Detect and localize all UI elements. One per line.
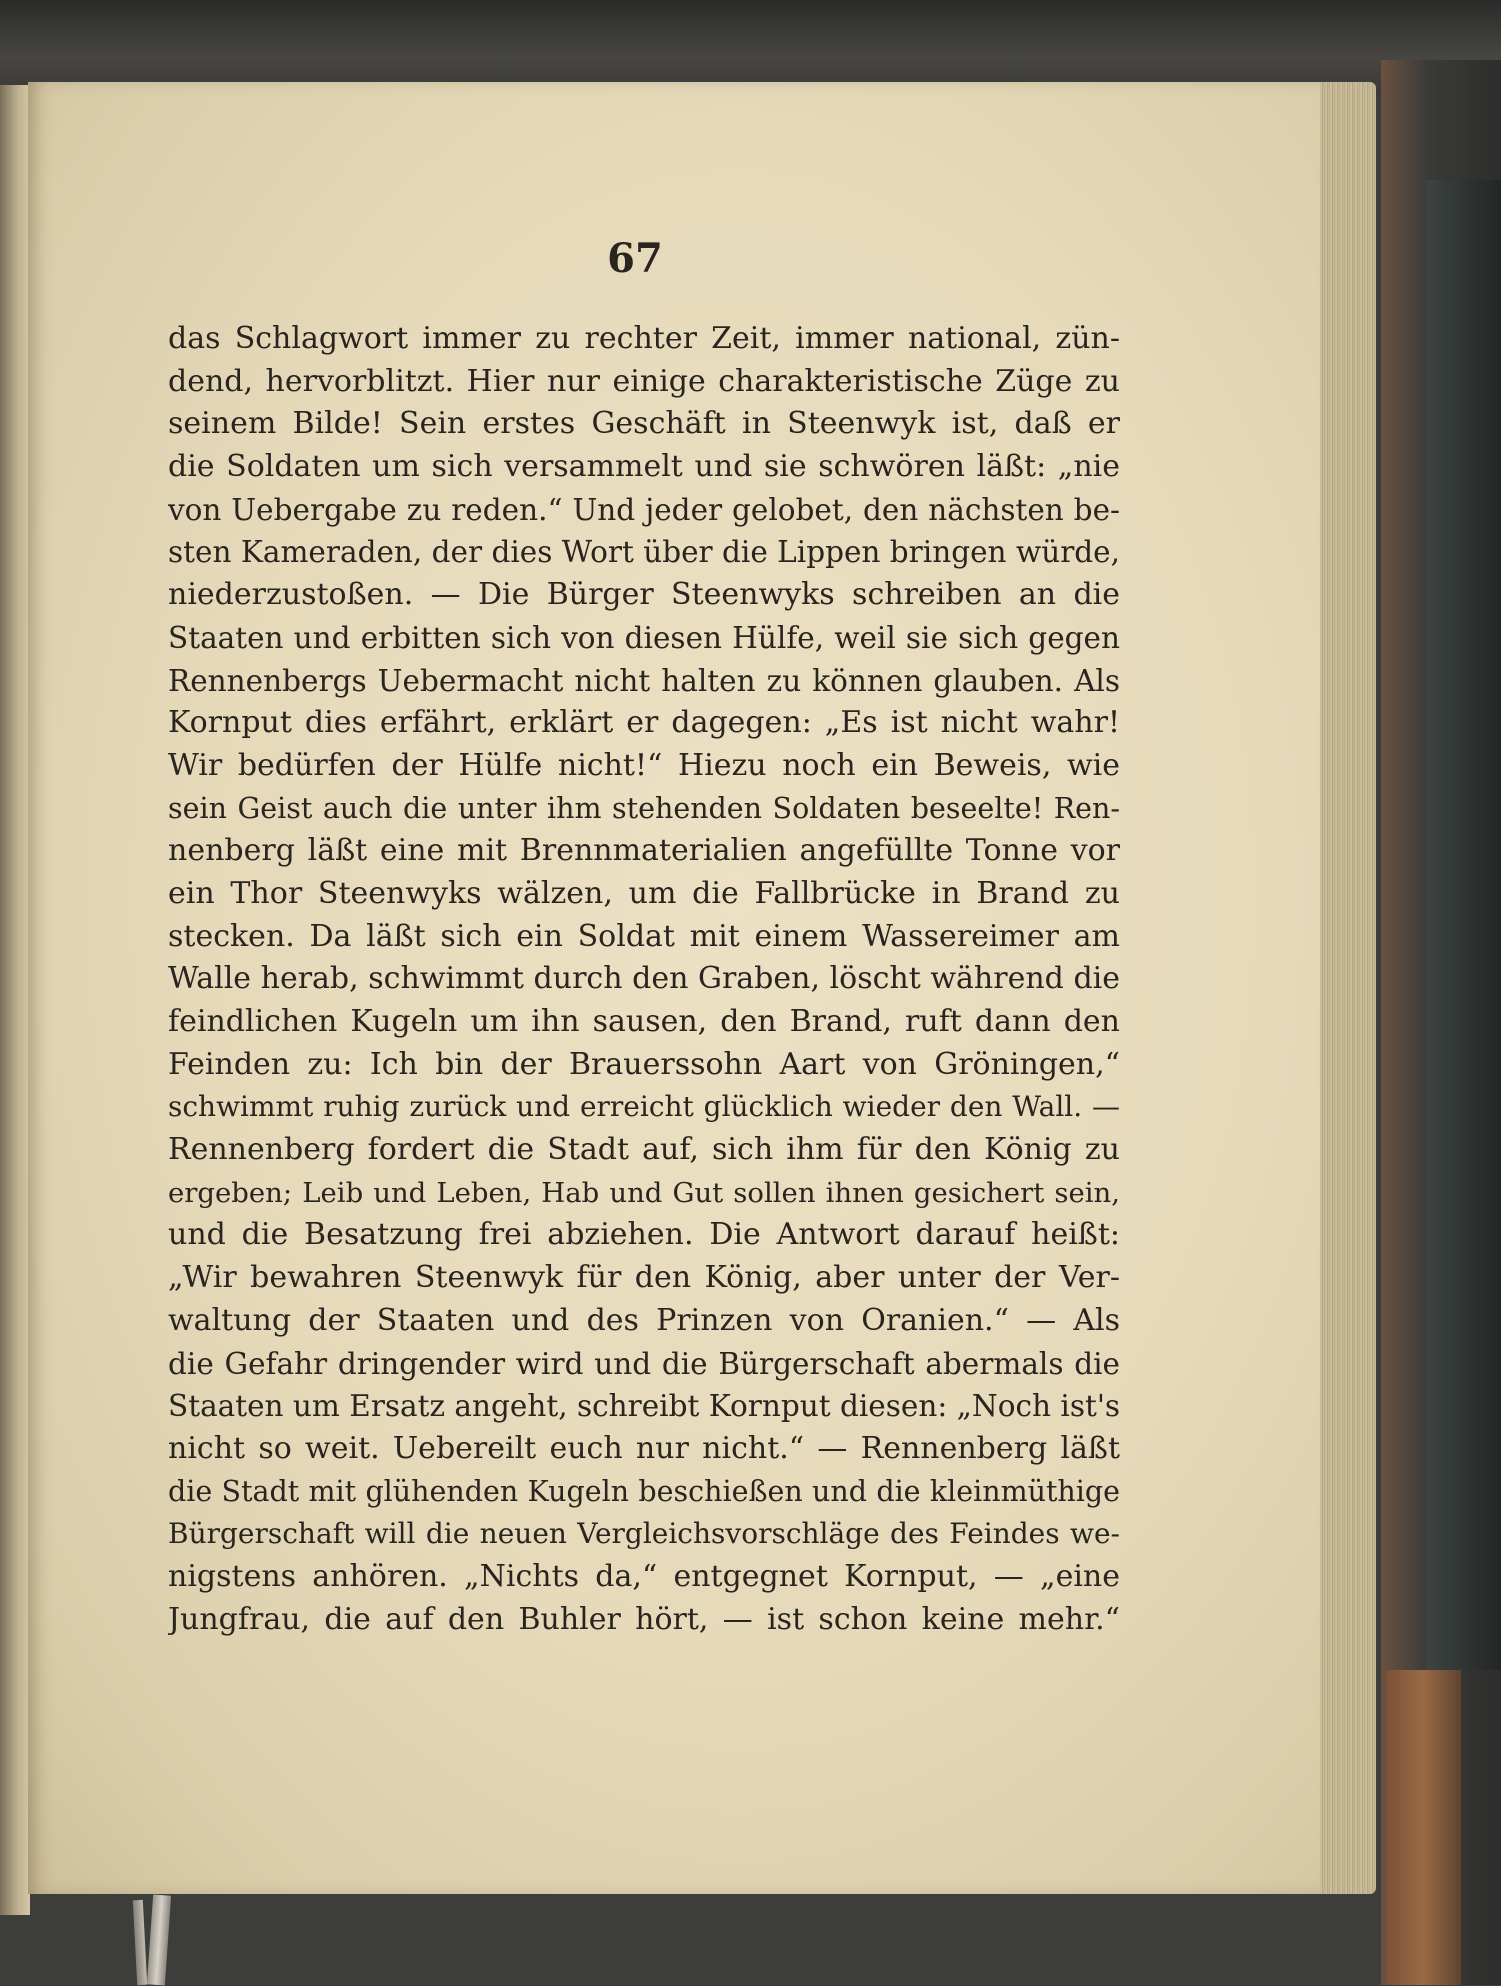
bookmark-ribbon <box>147 1894 171 1985</box>
text-line: sten Kameraden, der dies Wort über die Lippen bringen würde, <box>168 535 1120 570</box>
text-line: und die Besatzung frei abziehen. Die Antwort darauf heißt: <box>168 1217 1120 1253</box>
facing-page-edge <box>0 85 30 1915</box>
text-line: sein Geist auch die unter ihm stehenden Soldaten beseelte! Ren- <box>168 791 1120 825</box>
page-number: 67 <box>607 235 663 282</box>
text-line: Jungfrau, die auf den Buhler hört, — ist schon keine mehr.“ <box>168 1601 1120 1637</box>
book-cover-top <box>0 0 1501 95</box>
text-line: stecken. Da läßt sich ein Soldat mit einem Wassereimer am <box>168 918 1120 954</box>
text-line: Walle herab, schwimmt durch den Graben, löscht während die <box>168 961 1120 997</box>
text-line: feindlichen Kugeln um ihn sausen, den Brand, ruft dann den <box>168 1004 1120 1039</box>
text-line: nigstens anhören. „Nichts da,“ entgegnet Kornput, — „eine <box>168 1558 1120 1594</box>
text-line: Wir bedürfen der Hülfe nicht!“ Hiezu noch ein Beweis, wie <box>168 747 1120 783</box>
text-line: Kornput dies erfährt, erklärt er dagegen: „Es ist nicht wahr! <box>168 705 1120 741</box>
text-line: die Stadt mit glühenden Kugeln beschießen und die kleinmüthige <box>168 1474 1120 1508</box>
text-line: schwimmt ruhig zurück und erreicht glücklich wieder den Wall. — <box>168 1090 1120 1124</box>
text-line: Feinden zu: Ich bin der Brauerssohn Aart von Gröningen,“ <box>168 1046 1120 1082</box>
body-text <box>168 318 1120 1641</box>
text-line: „Wir bewahren Steenwyk für den König, aber unter der Ver- <box>168 1260 1120 1296</box>
text-line: ergeben; Leib und Leben, Hab und Gut sollen ihnen gesichert sein, <box>168 1176 1120 1209</box>
text-line: niederzustoßen. — Die Bürger Steenwyks schreiben an die <box>168 577 1120 613</box>
text-line: dend, hervorblitzt. Hier nur einige charakteristische Züge zu <box>168 363 1120 399</box>
book-leather-corner <box>1386 1670 1461 1985</box>
text-line: Staaten und erbitten sich von diesen Hülfe, weil sie sich gegen <box>168 620 1120 655</box>
bookmark-ribbon-back <box>133 1900 147 1985</box>
text-line: Bürgerschaft will die neuen Vergleichsvorschläge des Feindes we- <box>168 1517 1120 1551</box>
text-line: von Uebergabe zu reden.“ Und jeder gelobet, den nächsten be- <box>168 492 1120 527</box>
text-line: die Soldaten um sich versammelt und sie schwören läßt: „nie <box>168 449 1120 485</box>
text-line: waltung der Staaten und des Prinzen von Oranien.“ — Als <box>168 1302 1120 1338</box>
text-line: das Schlagwort immer zu rechter Zeit, immer national, zün- <box>168 321 1120 356</box>
text-line: Rennenbergs Uebermacht nicht halten zu können glauben. Als <box>168 663 1120 698</box>
text-line: nenberg läßt eine mit Brennmaterialien angefüllte Tonne vor <box>168 833 1120 869</box>
book-spine-strip <box>1426 180 1501 1670</box>
text-line: ein Thor Steenwyks wälzen, um die Fallbrücke in Brand zu <box>168 875 1120 911</box>
text-line: Staaten um Ersatz angeht, schreibt Kornput diesen: „Noch ist's <box>168 1389 1120 1424</box>
text-line: die Gefahr dringender wird und die Bürgerschaft abermals die <box>168 1346 1120 1381</box>
text-line: seinem Bilde! Sein erstes Geschäft in Steenwyk ist, daß er <box>168 406 1120 442</box>
text-line: nicht so weit. Uebereilt euch nur nicht.“ — Rennenberg läßt <box>168 1430 1120 1466</box>
page-stack-edge <box>1318 82 1376 1894</box>
text-line: Rennenberg fordert die Stadt auf, sich ihm für den König zu <box>168 1132 1120 1168</box>
